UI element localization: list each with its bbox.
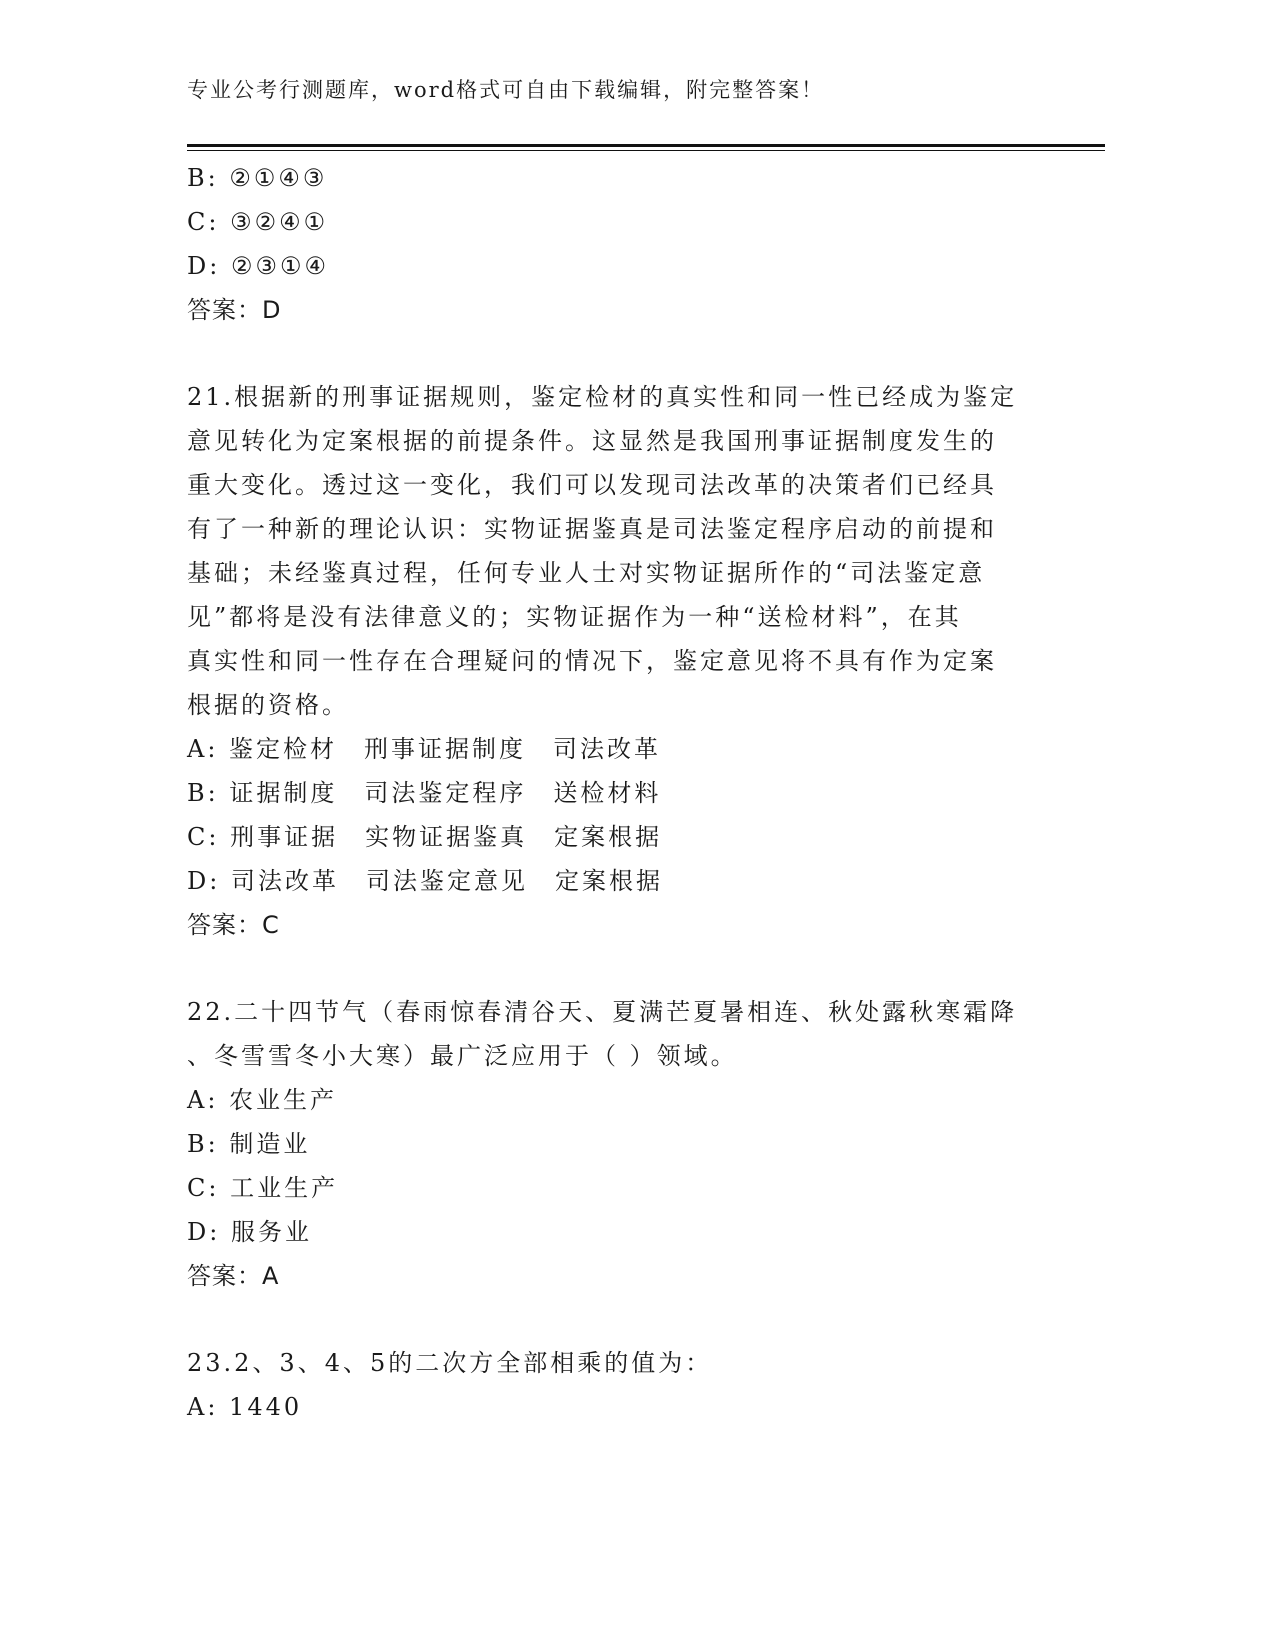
question-text-line: 22.二十四节气（春雨惊春清谷天、夏满芒夏暑相连、秋处露秋寒霜降 (187, 998, 1018, 1026)
question-20-tail (187, 156, 1067, 332)
question-text-line: 真实性和同一性存在合理疑问的情况下，鉴定意见将不具有作为定案 (187, 647, 997, 675)
question-21 (187, 375, 1067, 947)
answer: 答案：D (187, 296, 282, 324)
option-b: B: 证据制度 司法鉴定程序 送检材料 (187, 779, 662, 807)
header-rule-thick (187, 144, 1105, 147)
question-text-line: 重大变化。透过这一变化，我们可以发现司法改革的决策者们已经具 (187, 471, 997, 499)
spacer (187, 1298, 1067, 1341)
question-text-line: 基础；未经鉴真过程，任何专业人士对实物证据所作的“司法鉴定意 (187, 559, 986, 587)
answer: 答案：C (187, 911, 280, 939)
question-text-line: 21.根据新的刑事证据规则，鉴定检材的真实性和同一性已经成为鉴定 (187, 383, 1018, 411)
option-b: B: 制造业 (187, 1130, 311, 1158)
question-text-line: 意见转化为定案根据的前提条件。这显然是我国刑事证据制度发生的 (187, 427, 997, 455)
question-22 (187, 990, 1067, 1298)
question-text-line: 见”都将是没有法律意义的；实物证据作为一种“送检材料”，在其 (187, 603, 962, 631)
option-c: C: 刑事证据 实物证据鉴真 定案根据 (187, 823, 663, 851)
option-b: B: ②①④③ (187, 164, 328, 192)
option-a: A: 农业生产 (187, 1086, 338, 1114)
spacer (187, 332, 1067, 375)
option-a: A: 1440 (187, 1393, 303, 1421)
option-a: A: 鉴定检材 刑事证据制度 司法改革 (187, 735, 662, 763)
answer: 答案：A (187, 1262, 280, 1290)
question-text-line: 23.2、3、4、5的二次方全部相乘的值为： (187, 1349, 713, 1377)
option-d: D: ②③①④ (187, 252, 330, 280)
page-header: 专业公考行测题库，word格式可自由下载编辑，附完整答案！ (187, 78, 825, 102)
question-text-line: 、冬雪雪冬小大寒）最广泛应用于（ ）领域。 (187, 1042, 738, 1070)
option-c: C: ③②④① (187, 208, 329, 236)
option-d: D: 司法改革 司法鉴定意见 定案根据 (187, 867, 663, 895)
document-body (187, 156, 1067, 1429)
spacer (187, 947, 1067, 990)
question-text-line: 有了一种新的理论认识：实物证据鉴真是司法鉴定程序启动的前提和 (187, 515, 997, 543)
option-c: C: 工业生产 (187, 1174, 339, 1202)
question-text-line: 根据的资格。 (187, 691, 349, 719)
header-rule-thin (187, 150, 1105, 151)
option-d: D: 服务业 (187, 1218, 312, 1246)
question-23 (187, 1341, 1067, 1429)
